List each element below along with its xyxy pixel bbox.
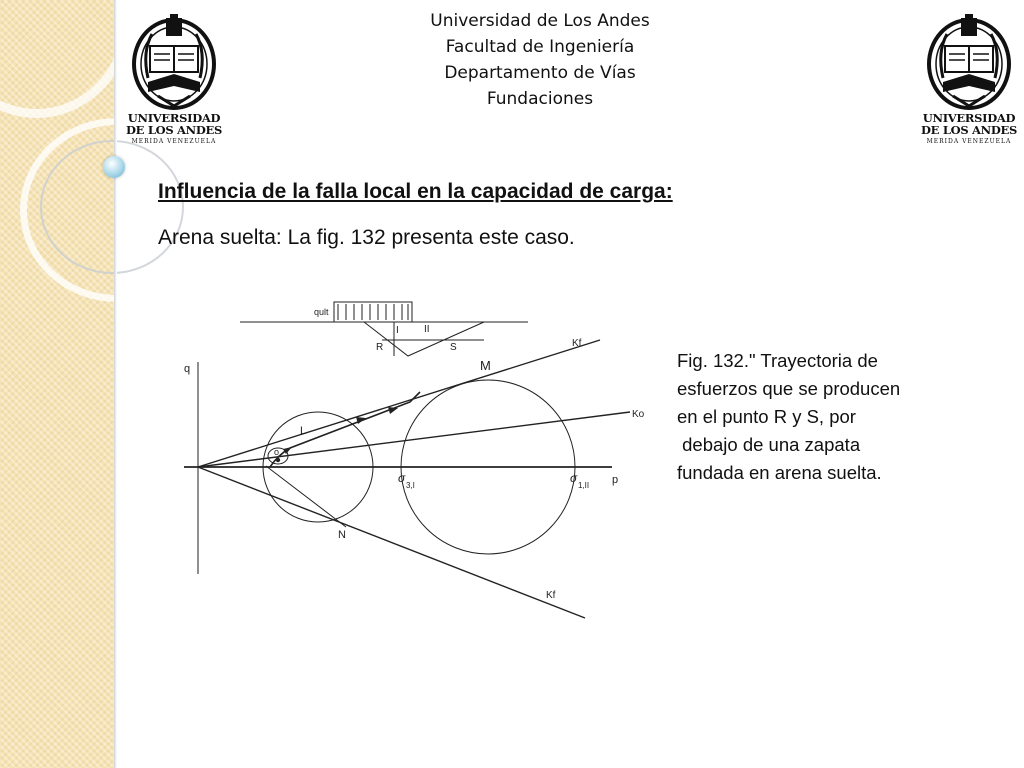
university-logo-left [125, 12, 223, 145]
header [330, 8, 750, 112]
sidebar-edge [114, 0, 117, 768]
header-university: Universidad de Los Andes [430, 11, 650, 31]
label-sigma1-sub: 1,II [578, 481, 590, 490]
label-kf-top: Kf [572, 338, 582, 349]
label-axis-q: q [184, 363, 191, 375]
caption-line: debajo de una zapata [677, 434, 861, 455]
header-course: Fundaciones [486, 89, 594, 109]
label-point-o: o [274, 447, 280, 457]
logo-location: MERIDA VENEZUELA [131, 138, 217, 145]
kf-line-bottom [198, 467, 585, 618]
caption-line: en el punto R y S, por [677, 406, 856, 427]
label-point-s: S [450, 342, 457, 353]
decorative-bubble [103, 156, 125, 178]
section-subtitle: Arena suelta: La fig. 132 presenta este caso. [158, 226, 575, 249]
logo-name-line2: DE LOS ANDES [125, 123, 223, 137]
header-department: Departamento de Vías [444, 63, 636, 83]
label-point-m: M [480, 358, 491, 373]
logo-location: MERIDA VENEZUELA [926, 138, 1012, 145]
label-zone-1: I [396, 325, 399, 336]
n-radius [266, 466, 346, 527]
label-sigma1: σ [570, 471, 578, 485]
stress-path-figure [170, 290, 645, 620]
university-seal-icon [128, 12, 220, 112]
label-sigma3: σ [398, 471, 406, 485]
label-kf-bottom: Kf [546, 590, 556, 601]
caption-line: Fig. 132." Trayectoria de [677, 350, 878, 371]
label-point-r: R [376, 342, 384, 353]
university-seal-icon [923, 12, 1015, 112]
logo-name-line2: DE LOS ANDES [920, 123, 1018, 137]
load-arrows [338, 304, 408, 320]
label-point-l: L [300, 425, 307, 437]
ko-line [198, 412, 630, 467]
label-ko: Ko [632, 409, 645, 420]
university-logo-right [920, 12, 1018, 145]
label-sigma3-sub: 3,I [406, 481, 415, 490]
figure-caption [677, 347, 977, 487]
logo-name-line1: UNIVERSIDAD [922, 111, 1016, 125]
label-qult: qult [314, 307, 329, 317]
point-o-marker [276, 458, 280, 462]
caption-line: esfuerzos que se producen [677, 378, 901, 399]
section-title: Influencia de la falla local en la capacidad de carga: [158, 180, 673, 203]
kf-line-top [198, 340, 600, 467]
label-axis-p: p [612, 474, 619, 486]
logo-name-line1: UNIVERSIDAD [127, 111, 221, 125]
caption-line: fundada en arena suelta. [677, 462, 882, 483]
label-zone-2: II [424, 324, 430, 335]
label-point-n: N [338, 529, 346, 541]
decorative-sidebar [0, 0, 114, 768]
header-faculty: Facultad de Ingeniería [445, 37, 635, 57]
